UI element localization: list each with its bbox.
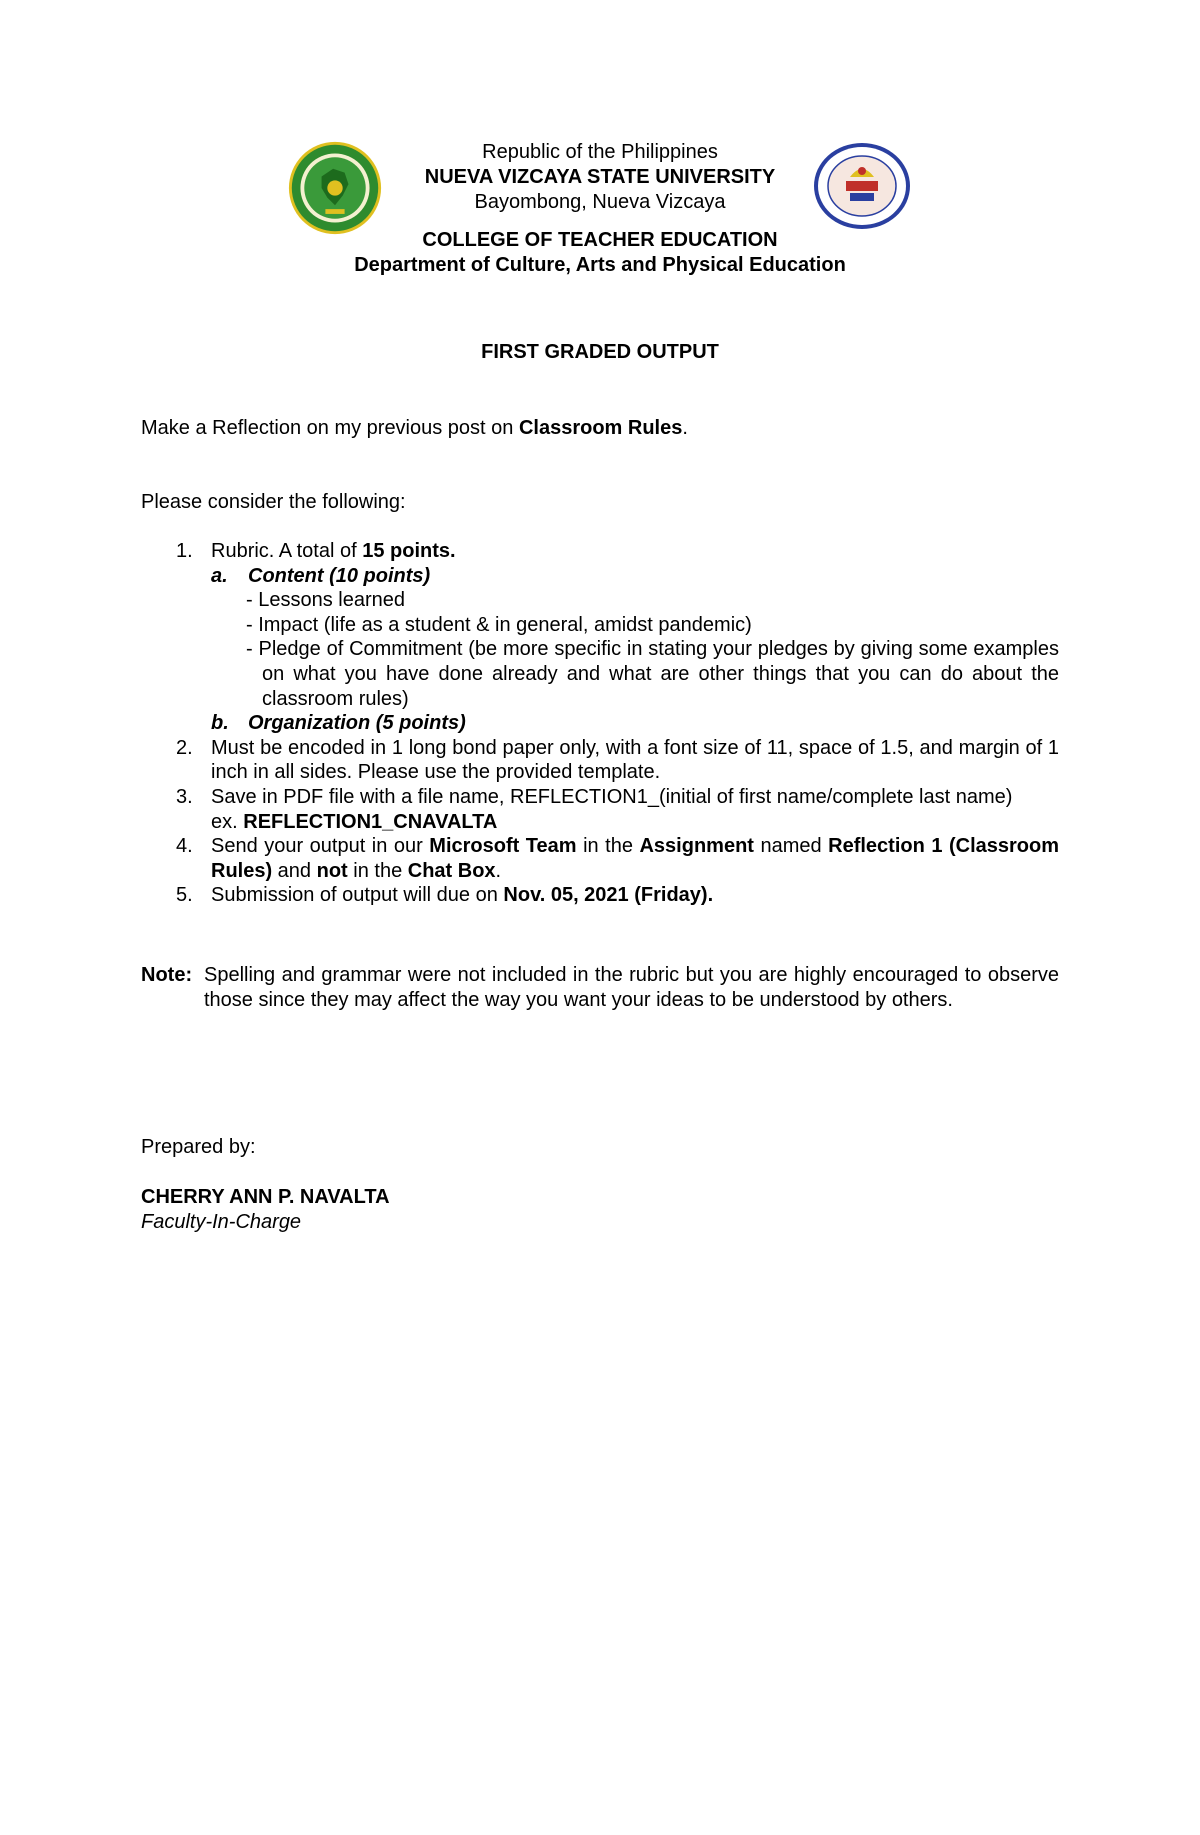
intro-bold: Classroom Rules	[518, 417, 683, 439]
list-number: 5.	[176, 884, 193, 907]
intro-text: Make a Reflection on my previous post on	[141, 417, 519, 439]
sub-item-content	[141, 564, 1059, 589]
list-number: 1.	[176, 540, 193, 562]
text-run: in the	[347, 859, 408, 882]
list-item	[141, 539, 1059, 564]
due-date: Nov. 05, 2021 (Friday).	[503, 884, 714, 907]
list-item	[141, 736, 1059, 785]
prepared-by-label: Prepared by:	[141, 1136, 256, 1158]
rubric-text: Rubric. A total of	[211, 540, 363, 562]
bold-run: Assignment	[639, 835, 754, 858]
college-name: COLLEGE OF TEACHER EDUCATION	[422, 229, 778, 251]
sub-label: Organization (5 points)	[248, 712, 466, 735]
republic-line: Republic of the Philippines	[482, 141, 718, 163]
department-name: Department of Culture, Arts and Physical Education	[354, 254, 846, 276]
sub-label: Content (10 points)	[248, 564, 431, 587]
signatory-role: Faculty-In-Charge	[141, 1211, 302, 1233]
list-number: 2.	[176, 736, 193, 759]
sub-letter: b.	[211, 712, 229, 735]
list-number: 4.	[176, 835, 193, 858]
sub-letter: a.	[211, 564, 228, 587]
intro-end: .	[682, 417, 688, 439]
sub-item-organization	[141, 711, 1059, 736]
bold-run: Microsoft Team	[429, 835, 577, 858]
list-item	[141, 785, 1059, 834]
example-prefix: ex.	[211, 810, 244, 833]
bold-run: not	[316, 859, 348, 882]
note-label: Note:	[141, 964, 193, 986]
rubric-bullet: - Lessons learned	[246, 589, 405, 612]
instruction-list	[141, 539, 1059, 908]
university-name: NUEVA VIZCAYA STATE UNIVERSITY	[424, 166, 776, 188]
consider-line: Please consider the following:	[141, 491, 406, 513]
text-run: Send your output in our	[211, 835, 430, 858]
text-run: in the	[576, 835, 640, 858]
list-item-text: Save in PDF file with a file name, REFLECTION1_(initial of first name/complete last name)	[211, 785, 1013, 808]
rubric-points: 15 points.	[362, 540, 456, 562]
signatory-name: CHERRY ANN P. NAVALTA	[141, 1186, 390, 1208]
list-item	[141, 883, 1059, 908]
bold-run: Reflection 1 (Classroom Rules)	[211, 835, 1060, 882]
bold-run: Chat Box	[407, 859, 496, 882]
text-run: named	[753, 835, 829, 858]
rubric-bullet: - Impact (life as a student & in general, amidst pandemic)	[246, 613, 752, 636]
list-item-text: Submission of output will due on	[211, 884, 504, 907]
note-paragraph	[141, 963, 1059, 1012]
intro-paragraph	[141, 416, 688, 441]
rubric-bullet: - Pledge of Commitment (be more specific in stating your pledges by giving some examples on what you have done already and what are other things that you can do about the classroom rules)	[246, 638, 1059, 710]
university-location: Bayombong, Nueva Vizcaya	[474, 191, 726, 213]
example-filename: REFLECTION1_CNAVALTA	[243, 810, 498, 833]
list-number: 3.	[176, 785, 193, 808]
text-run: and	[272, 859, 317, 882]
letterhead	[0, 140, 1200, 278]
list-item	[141, 834, 1059, 883]
note-text: Spelling and grammar were not included in the rubric but you are highly encouraged to observe those since they may affect the way you want your ideas to be understood by others.	[204, 964, 1059, 1011]
text-run: .	[495, 859, 502, 882]
list-item-text: Must be encoded in 1 long bond paper only, with a font size of 11, space of 1.5, and margin of 1 inch in all sides. Please use the provided template.	[211, 736, 1059, 784]
page-title: FIRST GRADED OUTPUT	[481, 341, 719, 363]
